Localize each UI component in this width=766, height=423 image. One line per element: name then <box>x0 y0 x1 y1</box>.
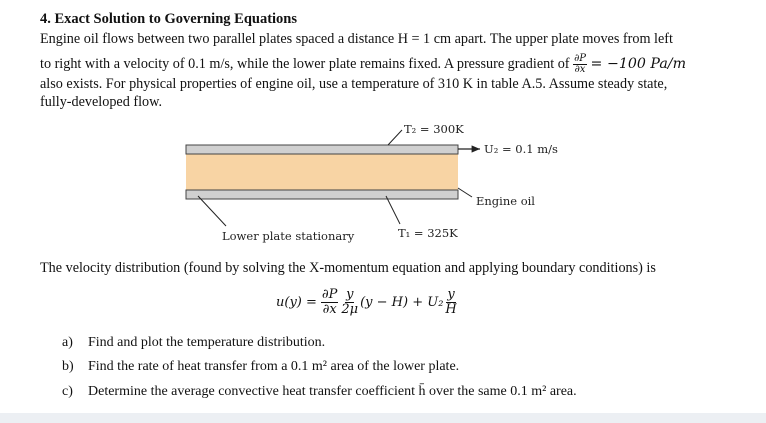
y-over-2mu-fraction <box>340 288 359 317</box>
fraction-numerator: y <box>346 287 354 302</box>
fraction-denominator: ∂x <box>574 64 586 75</box>
upper-plate <box>186 145 458 154</box>
fraction-numerator: ∂P <box>574 53 586 64</box>
fraction-denominator: 2μ <box>341 302 359 317</box>
t2-label: T₂ = 300K <box>404 122 464 136</box>
fraction-numerator: y <box>447 287 455 302</box>
lower-plate-label: Lower plate stationary <box>222 229 355 243</box>
question-label: a) <box>62 335 73 350</box>
bottom-strip <box>0 413 766 423</box>
question-label: c) <box>62 384 73 399</box>
y-over-h-fraction <box>444 288 457 317</box>
problem-heading: 4. Exact Solution to Governing Equations <box>40 11 298 27</box>
solution-lead: The velocity distribution (found by solving the X-momentum equation and applying boundary conditions) is <box>40 260 656 276</box>
equation-lhs: u(y) = <box>276 294 317 310</box>
question-label: b) <box>62 359 74 374</box>
question-text: Find the rate of heat transfer from a 0.1 m² area of the lower plate. <box>88 359 460 374</box>
question-text: Determine the average convective heat transfer coefficient h̄ over the same 0.1 m² area. <box>88 384 577 399</box>
question-text: Find and plot the temperature distribution. <box>88 335 326 350</box>
velocity-equation <box>276 288 459 317</box>
problem-line-3: also exists. For physical properties of engine oil, use a temperature of 310 K in table A.5. Assume steady state, <box>40 76 668 92</box>
t1-leader-line <box>386 196 400 224</box>
t1-label: T₁ = 325K <box>398 226 458 240</box>
dp-dx-fraction <box>321 288 338 317</box>
problem-line-4: fully-developed flow. <box>40 94 162 110</box>
oil-leader-line <box>458 188 472 197</box>
question-b <box>62 359 459 375</box>
u2-label: U₂ = 0.1 m/s <box>484 142 558 156</box>
engine-oil-label: Engine oil <box>476 194 535 208</box>
equation-middle: (y − H) + U₂ <box>360 294 444 310</box>
lower-plate <box>186 190 458 199</box>
fraction-numerator: ∂P <box>321 287 338 302</box>
problem-line-2-text: to right with a velocity of 0.1 m/s, while the lower plate remains fixed. A pressure gradient of <box>40 55 570 72</box>
fraction-denominator: ∂x <box>322 302 337 317</box>
question-a <box>62 335 325 351</box>
pressure-gradient-value: = −100 Pa/m <box>590 55 687 72</box>
fraction-denominator: H <box>445 302 457 317</box>
engine-oil-layer <box>186 154 458 190</box>
t2-leader-line <box>388 130 402 145</box>
question-c <box>62 384 577 400</box>
problem-line-1: Engine oil flows between two parallel plates spaced a distance H = 1 cm apart. The upper plate moves from left <box>40 31 673 47</box>
lower-plate-leader-line <box>198 196 226 226</box>
